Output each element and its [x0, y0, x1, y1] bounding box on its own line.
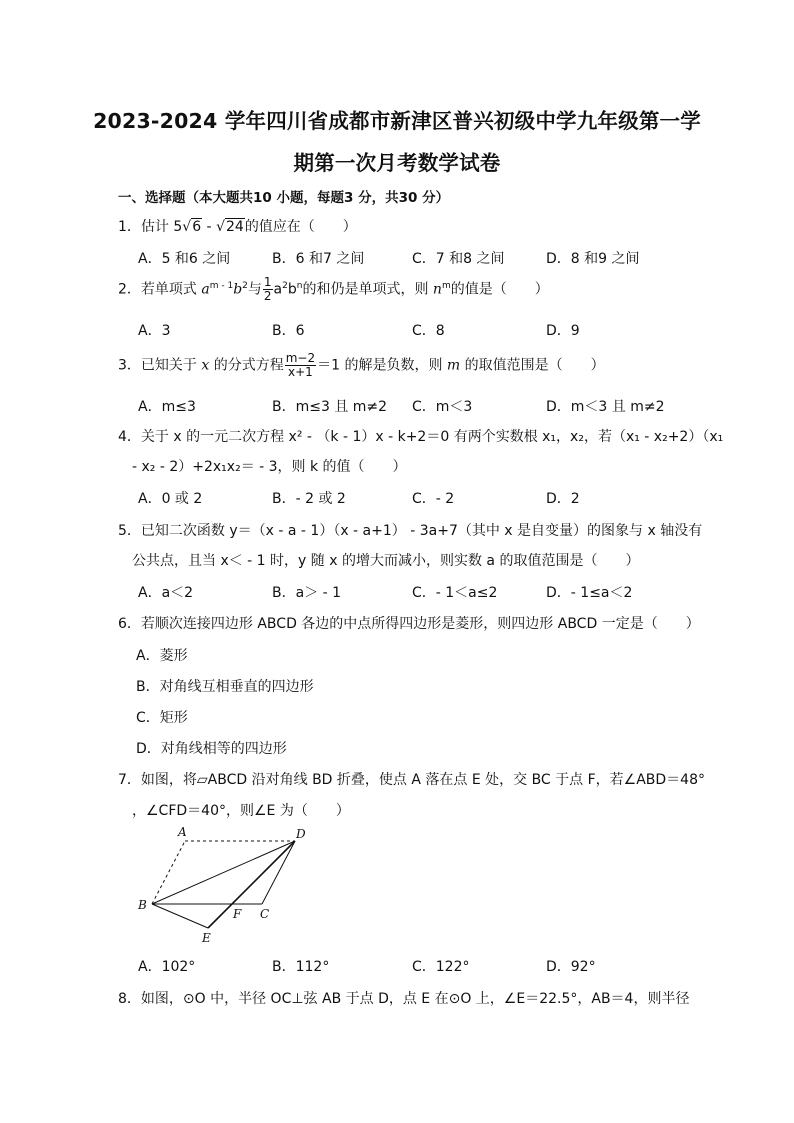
q2-term2-b-exp: n — [296, 280, 303, 291]
q2-option-b[interactable]: B．6 — [272, 323, 305, 339]
segment-dc — [262, 841, 295, 904]
q1-suffix: 的值应在（ ） — [244, 219, 357, 235]
question-8-line-1: 8．如图，⊙O 中，半径 OC⊥弦 AB 于点 D，点 E 在⊙O 上，∠E＝22.5°，AB＝4，则半径 — [118, 991, 690, 1007]
section-heading: 一、选择题（本大题共10 小题，每题3 分，共30 分） — [118, 190, 450, 206]
label-e: E — [202, 931, 211, 945]
q3-prefix: 3．已知关于 — [118, 357, 202, 374]
q2-term2-b: b — [287, 281, 297, 298]
question-5-line-1: 5．已知二次函数 y＝（x - a - 1）（x - a+1） - 3a+7（其中 x 是自变量）的图象与 x 轴没有 — [118, 523, 703, 539]
sqrt-symbol: √ — [216, 219, 225, 235]
q2-frac-num: 1 — [263, 275, 272, 289]
q1-option-b[interactable]: B．6 和7 之间 — [272, 251, 365, 267]
q3-option-a[interactable]: A．m≤3 — [138, 399, 196, 415]
q3-frac-num: m−2 — [285, 351, 316, 365]
segment-ed — [208, 841, 295, 928]
q7-option-d[interactable]: D．92° — [546, 959, 596, 975]
q6-option-a[interactable]: A．菱形 — [136, 648, 188, 664]
q7-option-b[interactable]: B．112° — [272, 959, 330, 975]
question-4-line-1: 4．关于 x 的一元二次方程 x² - （k - 1）x - k+2＝0 有两个实数根 x₁，x₂，若（x₁ - x₂+2）（x₁ — [118, 429, 724, 445]
q5-option-b[interactable]: B．a＞ - 1 — [272, 585, 342, 601]
q7-option-c[interactable]: C．122° — [412, 959, 470, 975]
question-1 — [118, 216, 357, 236]
q2-suffix: 的和仍是单项式，则 — [302, 281, 433, 298]
q3-fraction — [285, 352, 316, 379]
label-c: C — [260, 907, 270, 921]
q3-option-c[interactable]: C．m＜3 — [412, 399, 473, 415]
q4-option-c[interactable]: C．- 2 — [412, 491, 455, 507]
q1-minus: - — [202, 219, 217, 235]
q2-n-exp: m — [441, 280, 451, 291]
q1-option-d[interactable]: D．8 和9 之间 — [546, 251, 640, 267]
question-6: 6．若顺次连接四边形 ABCD 各边的中点所得四边形是菱形，则四边形 ABCD 一定是（ ） — [118, 616, 700, 632]
label-b: B — [138, 898, 147, 912]
parallelogram-fold-figure — [130, 820, 320, 950]
q1-radicand-24: 24 — [225, 219, 244, 235]
question-3 — [118, 352, 605, 379]
q2-term1-b-exp: 2 — [242, 280, 248, 291]
q2-prefix: 2．若单项式 — [118, 281, 202, 298]
q2-term1-exp: m - 1 — [209, 280, 234, 291]
q3-var-x: x — [201, 357, 210, 374]
q5-option-c[interactable]: C．- 1＜a≤2 — [412, 585, 498, 601]
q3-var-m: m — [446, 357, 461, 374]
q2-fraction — [263, 276, 273, 303]
q2-option-d[interactable]: D．9 — [546, 323, 580, 339]
q4-option-a[interactable]: A．0 或 2 — [138, 491, 203, 507]
q6-option-d[interactable]: D．对角线相等的四边形 — [136, 741, 287, 757]
q2-term1-b: b — [233, 281, 243, 298]
q1-prefix: 1．估计 5 — [118, 219, 183, 235]
q3-suffix: 的取值范围是（ ） — [460, 357, 605, 374]
q2-with: 与 — [247, 281, 262, 298]
q3-option-b[interactable]: B．m≤3 且 m≠2 — [272, 399, 388, 415]
exam-title-line-2: 期第一次月考数学试卷 — [293, 151, 501, 175]
q3-option-d[interactable]: D．m＜3 且 m≠2 — [546, 399, 665, 415]
q2-n: n — [432, 281, 442, 298]
q3-frac-den: x+1 — [288, 365, 313, 379]
q7-option-a[interactable]: A．102° — [138, 959, 196, 975]
question-5-line-2: 公共点，且当 x＜ - 1 时，y 随 x 的增大而减小，则实数 a 的取值范围是（ ） — [132, 553, 640, 569]
q6-option-c[interactable]: C．矩形 — [136, 710, 188, 726]
q2-term2-exp: 2 — [282, 280, 288, 291]
q2-option-a[interactable]: A．3 — [138, 323, 171, 339]
q1-radicand-6: 6 — [192, 219, 202, 235]
q2-term2: a — [273, 281, 283, 298]
label-d: D — [296, 827, 306, 841]
q4-option-b[interactable]: B．- 2 或 2 — [272, 491, 346, 507]
q3-eq: ＝1 的解是负数，则 — [317, 357, 447, 374]
sqrt-symbol: √ — [182, 219, 192, 235]
question-7-line-1: 7．如图，将▱ABCD 沿对角线 BD 折叠，使点 A 落在点 E 处，交 BC 于点 F，若∠ABD＝48° — [118, 772, 705, 788]
q6-option-b[interactable]: B．对角线互相垂直的四边形 — [136, 679, 314, 695]
q2-suffix2: 的值是（ ） — [450, 281, 549, 298]
label-f: F — [233, 907, 242, 921]
exam-title-line-1: 2023-2024 学年四川省成都市新津区普兴初级中学九年级第一学 — [93, 109, 701, 133]
q2-term1: a — [201, 281, 210, 298]
q4-option-d[interactable]: D．2 — [546, 491, 580, 507]
question-7-line-2: ，∠CFD＝40°，则∠E 为（ ） — [132, 803, 350, 819]
q3-mid: 的分式方程 — [209, 357, 284, 374]
q5-option-d[interactable]: D．- 1≤a＜2 — [546, 585, 633, 601]
q2-frac-den: 2 — [263, 289, 272, 303]
question-4-line-2: - x₂ - 2）+2x₁x₂＝ - 3，则 k 的值（ ） — [132, 459, 407, 475]
segment-bd — [152, 841, 295, 904]
q2-option-c[interactable]: C．8 — [412, 323, 445, 339]
segment-ab — [152, 841, 185, 904]
label-a: A — [178, 825, 187, 839]
question-2 — [118, 276, 549, 303]
segment-be — [152, 904, 208, 928]
q5-option-a[interactable]: A．a＜2 — [138, 585, 194, 601]
q1-option-a[interactable]: A．5 和6 之间 — [138, 251, 231, 267]
q1-option-c[interactable]: C．7 和8 之间 — [412, 251, 505, 267]
